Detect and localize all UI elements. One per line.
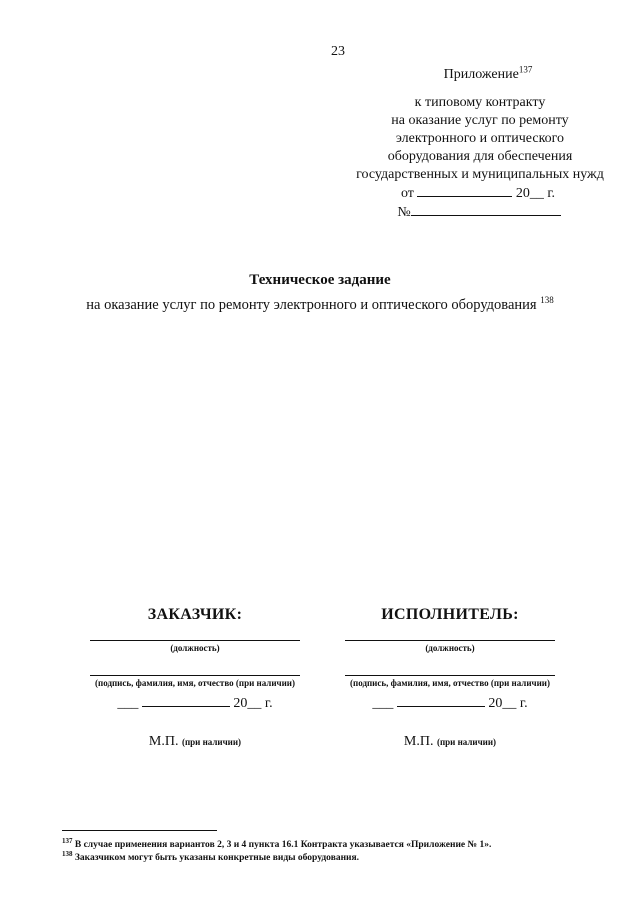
appendix-line: государственных и муниципальных нужд bbox=[356, 167, 604, 182]
customer-signature-line[interactable] bbox=[90, 675, 300, 676]
contractor-position-line[interactable] bbox=[345, 640, 555, 641]
footnote-text: В случае применения вариантов 2, 3 и 4 пункта 16.1 Контракта указывается «Приложение № 1». bbox=[74, 840, 492, 850]
contractor-date-blank[interactable] bbox=[397, 696, 485, 707]
customer-date-blank[interactable] bbox=[142, 696, 230, 707]
footnote-divider bbox=[62, 830, 217, 831]
contractor-signature-block bbox=[335, 606, 565, 750]
customer-title: ЗАКАЗЧИК: bbox=[147, 606, 243, 623]
customer-stamp-label: М.П. bbox=[148, 734, 179, 749]
appendix-number-row bbox=[338, 203, 620, 222]
spec-subtitle bbox=[0, 297, 640, 314]
contractor-signature-caption: (подпись, фамилия, имя, отчество (при наличии) bbox=[350, 678, 550, 688]
appendix-line: к типовому контракту bbox=[414, 95, 546, 110]
footnote-ref: 138 bbox=[62, 849, 73, 858]
customer-date-year: 20__ г. bbox=[233, 696, 273, 711]
customer-signature-block bbox=[80, 606, 310, 750]
customer-date-row bbox=[80, 696, 310, 712]
customer-stamp-note: (при наличии) bbox=[181, 737, 242, 747]
customer-stamp bbox=[80, 734, 310, 750]
appendix-title bbox=[356, 66, 620, 84]
customer-position-line[interactable] bbox=[90, 640, 300, 641]
appendix-line: электронного и оптического bbox=[395, 131, 565, 146]
appendix-date-prefix: от bbox=[400, 186, 414, 201]
spec-title: Техническое задание bbox=[249, 272, 391, 288]
contractor-title: ИСПОЛНИТЕЛЬ: bbox=[381, 606, 519, 623]
footnote-text: Заказчиком могут быть указаны конкретные виды оборудования. bbox=[74, 853, 360, 863]
appendix-header bbox=[330, 66, 620, 222]
appendix-number-blank[interactable] bbox=[411, 203, 561, 216]
spec-footnote-ref: 138 bbox=[540, 295, 554, 306]
footnote bbox=[62, 849, 360, 863]
appendix-title-text: Приложение bbox=[443, 67, 519, 82]
footnote bbox=[62, 836, 492, 850]
contractor-date-year: 20__ г. bbox=[488, 696, 528, 711]
customer-date-prefix: ___ bbox=[117, 696, 139, 711]
appendix-footnote-ref: 137 bbox=[518, 64, 533, 75]
customer-position-caption: (должность) bbox=[170, 643, 220, 653]
spec-subtitle-text: на оказание услуг по ремонту электронного и оптического оборудования bbox=[86, 297, 537, 313]
appendix-date-blank[interactable] bbox=[417, 184, 512, 197]
footnote-ref: 137 bbox=[62, 836, 73, 845]
contractor-stamp-note: (при наличии) bbox=[436, 737, 497, 747]
page-number: 23 bbox=[331, 44, 345, 59]
contractor-date-prefix: ___ bbox=[372, 696, 394, 711]
contractor-position-caption: (должность) bbox=[425, 643, 475, 653]
customer-signature-caption: (подпись, фамилия, имя, отчество (при наличии) bbox=[95, 678, 295, 688]
appendix-number-sign: № bbox=[397, 205, 411, 220]
appendix-lines bbox=[340, 94, 620, 222]
contractor-signature-line[interactable] bbox=[345, 675, 555, 676]
appendix-line: на оказание услуг по ремонту bbox=[391, 113, 569, 128]
contractor-stamp bbox=[335, 734, 565, 750]
appendix-date-year: 20__ г. bbox=[515, 186, 556, 201]
appendix-date-row bbox=[336, 184, 620, 203]
contractor-stamp-label: М.П. bbox=[403, 734, 434, 749]
appendix-line: оборудования для обеспечения bbox=[387, 149, 573, 164]
contractor-date-row bbox=[335, 696, 565, 712]
